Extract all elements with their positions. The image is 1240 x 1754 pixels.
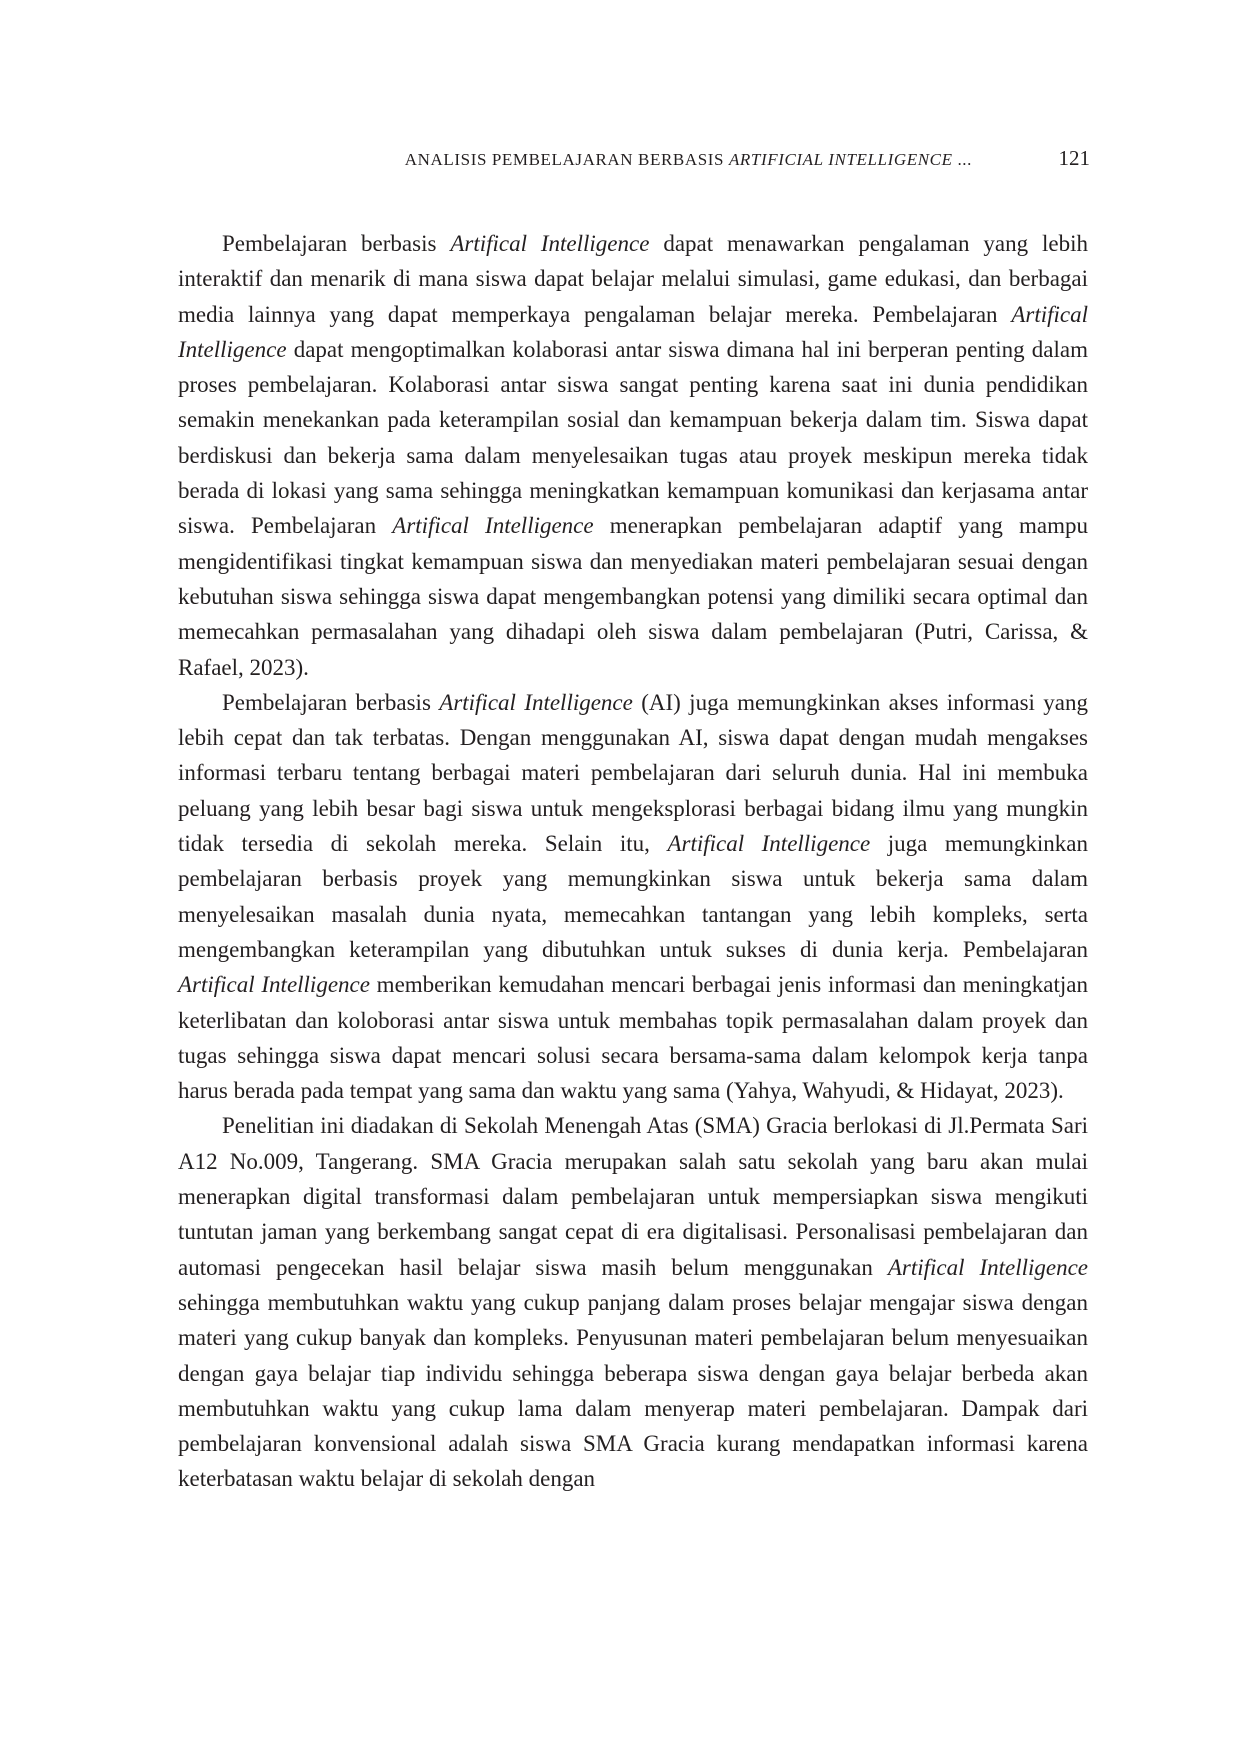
running-title-italic: ARTIFICIAL INTELLIGENCE: [728, 150, 953, 169]
text-segment-italic: Artifical Intelligence: [392, 513, 594, 539]
text-segment: juga memungkinkan pembelajaran berbasis proyek yang memungkinkan siswa untuk bekerja sama dalam menyelesaikan masalah dunia nyata, memecahkan tantangan yang lebih kompleks, serta mengembangkan keterampilan yang dibutuhkan untuk sukses di dunia kerja. Pembelajaran: [178, 831, 1088, 962]
text-segment-italic: Artifical Intelligence: [178, 301, 1088, 362]
text-segment: Pembelajaran berbasis: [222, 689, 440, 715]
text-segment-italic: Artifical Intelligence: [450, 231, 650, 256]
body-text: [178, 226, 1088, 1497]
text-segment: dapat mengoptimalkan kolaborasi antar siswa dimana hal ini berperan penting dalam proses pembelajaran. Kolaborasi antar siswa sangat penting karena saat ini dunia pendidikan semakin menekankan pada keterampilan sosial dan kemampuan bekerja dalam tim. Siswa dapat berdiskusi dan bekerja sama dalam menyelesaikan tugas atau proyek meskipun mereka tidak berada di lokasi yang sama sehingga meningkatkan kemampuan komunikasi dan kerjasama antar siswa. Pembelajaran: [178, 336, 1088, 539]
text-segment-italic: Artifical Intelligence: [178, 972, 370, 998]
running-title: [405, 150, 972, 170]
running-title-prefix: ANALISIS PEMBELAJARAN BERBASIS: [404, 150, 729, 169]
text-segment: (AI) juga memungkinkan akses informasi yang lebih cepat dan tak terbatas. Dengan menggunakan AI, siswa dapat dengan mudah mengakses informasi terbaru tentang berbagai materi pembelajaran dari seluruh dunia. Hal ini membuka peluang yang lebih besar bagi siswa untuk mengeksplorasi berbagai bidang ilmu yang mungkin tidak tersedia di sekolah mereka. Selain itu,: [178, 689, 1089, 857]
page-number: 121: [1058, 146, 1090, 170]
text-segment: Penelitian ini diadakan di Sekolah Menengah Atas (SMA) Gracia berlokasi di Jl.Permata Sari A12 No.009, Tangerang. SMA Gracia merupakan salah satu sekolah yang baru akan mulai menerapkan digital transformasi dalam pembelajaran untuk mempersiapkan siswa mengikuti tuntutan jaman yang berkembang sangat cepat di era digitalisasi. Personalisasi pembelajaran dan automasi pengecekan hasil belajar siswa masih belum menggunakan: [178, 1113, 1088, 1280]
text-segment: sehingga membutuhkan waktu yang cukup panjang dalam proses belajar mengajar siswa dengan materi yang cukup banyak dan kompleks. Penyusunan materi pembelajaran belum menyesuaikan dengan gaya belajar tiap individu sehingga beberapa siswa dengan gaya belajar berbeda akan membutuhkan waktu yang cukup lama dalam menyerap materi pembelajaran. Dampak dari pembelajaran konvensional adalah siswa SMA Gracia kurang mendapatkan informasi karena keterbatasan waktu belajar di sekolah dengan: [178, 1289, 1088, 1492]
paragraph: [178, 685, 1088, 1109]
running-title-suffix: ...: [952, 150, 972, 169]
text-segment: dapat menawarkan pengalaman yang lebih interaktif dan menarik di mana siswa dapat belajar melalui simulasi, game edukasi, dan berbagai media lainnya yang dapat memperkaya pengalaman belajar mereka. Pembelajaran: [178, 231, 1088, 327]
paragraph: [178, 1108, 1088, 1496]
paragraph: [178, 226, 1088, 685]
text-segment: memberikan kemudahan mencari berbagai jenis informasi dan meningkatjan keterlibatan dan koloborasi antar siswa untuk membahas topik permasalahan dalam proyek dan tugas sehingga siswa dapat mencari solusi secara bersama-sama dalam kelompok kerja tanpa harus berada pada tempat yang sama dan waktu yang sama (Yahya, Wahyudi, & Hidayat, 2023).: [178, 972, 1088, 1104]
text-segment-italic: Artifical Intelligence: [439, 689, 633, 715]
text-segment-italic: Artifical Intelligence: [887, 1254, 1089, 1280]
text-segment: menerapkan pembelajaran adaptif yang mampu mengidentifikasi tingkat kemampuan siswa dan menyediakan materi pembelajaran sesuai dengan kebutuhan siswa sehingga siswa dapat mengembangkan potensi yang dimiliki secara optimal dan memecahkan permasalahan yang dihadapi oleh siswa dalam pembelajaran (Putri, Carissa, & Rafael, 2023).: [178, 513, 1089, 680]
text-segment: Pembelajaran berbasis: [222, 231, 451, 256]
text-segment-italic: Artifical Intelligence: [667, 831, 871, 857]
